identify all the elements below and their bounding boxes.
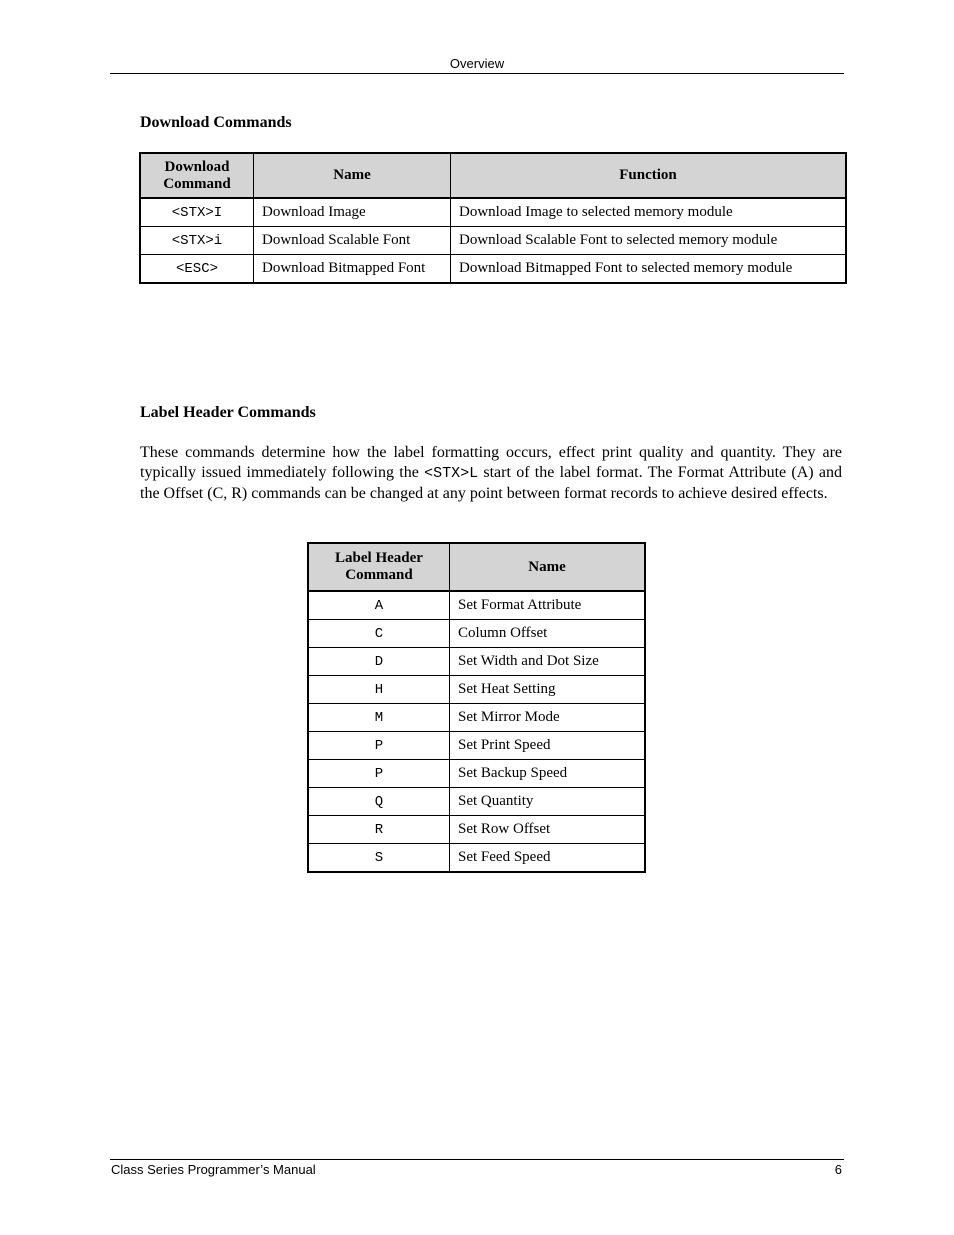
command-cell: P xyxy=(308,760,450,788)
function-cell: Download Scalable Font to selected memory module xyxy=(451,227,847,255)
column-header-command: Label Header Command xyxy=(308,543,450,591)
table-header-row xyxy=(308,543,645,591)
running-header: Overview xyxy=(449,56,505,71)
table-row xyxy=(308,704,645,732)
label-header-commands-heading: Label Header Commands xyxy=(140,404,316,421)
label-header-commands-table xyxy=(307,542,646,873)
name-cell: Download Bitmapped Font xyxy=(254,255,451,284)
table-row xyxy=(308,676,645,704)
table-header-row xyxy=(140,153,846,198)
function-cell: Download Image to selected memory module xyxy=(451,198,847,227)
table-row xyxy=(308,620,645,648)
command-cell: R xyxy=(308,816,450,844)
name-cell: Column Offset xyxy=(450,620,646,648)
command-cell: <STX>i xyxy=(140,227,254,255)
command-cell: M xyxy=(308,704,450,732)
name-cell: Set Quantity xyxy=(450,788,646,816)
column-header-name: Name xyxy=(254,153,451,198)
column-header-name: Name xyxy=(450,543,646,591)
function-cell: Download Bitmapped Font to selected memory module xyxy=(451,255,847,284)
download-commands-heading: Download Commands xyxy=(140,114,292,131)
table-row xyxy=(308,760,645,788)
table-row xyxy=(308,591,645,620)
command-cell: Q xyxy=(308,788,450,816)
command-cell: D xyxy=(308,648,450,676)
name-cell: Download Scalable Font xyxy=(254,227,451,255)
para-text-end: start of the label format. The Format Attribute (A) and the Offset (C, R) commands can be changed at any point between format records to achieve desired effects. xyxy=(140,464,842,502)
name-cell: Set Mirror Mode xyxy=(450,704,646,732)
table-row xyxy=(308,844,645,873)
table-row xyxy=(308,816,645,844)
label-header-description xyxy=(140,443,842,504)
name-cell: Set Heat Setting xyxy=(450,676,646,704)
command-cell: S xyxy=(308,844,450,873)
name-cell: Set Backup Speed xyxy=(450,760,646,788)
table-row xyxy=(140,255,846,284)
page-number: 6 xyxy=(834,1162,842,1177)
footer-rule xyxy=(110,1159,844,1160)
name-cell: Set Feed Speed xyxy=(450,844,646,873)
inline-code: <STX>L xyxy=(424,465,479,482)
header-rule xyxy=(110,73,844,74)
name-cell: Set Row Offset xyxy=(450,816,646,844)
footer-manual-title: Class Series Programmer’s Manual xyxy=(111,1162,316,1177)
command-cell: <ESC> xyxy=(140,255,254,284)
column-header-function: Function xyxy=(451,153,847,198)
name-cell: Download Image xyxy=(254,198,451,227)
table-row xyxy=(308,788,645,816)
table-row xyxy=(140,227,846,255)
name-cell: Set Print Speed xyxy=(450,732,646,760)
command-cell: P xyxy=(308,732,450,760)
name-cell: Set Width and Dot Size xyxy=(450,648,646,676)
command-cell: <STX>I xyxy=(140,198,254,227)
table-row xyxy=(308,732,645,760)
column-header-command: Download Command xyxy=(140,153,254,198)
download-commands-table xyxy=(139,152,847,284)
name-cell: Set Format Attribute xyxy=(450,591,646,620)
command-cell: A xyxy=(308,591,450,620)
command-cell: H xyxy=(308,676,450,704)
table-row xyxy=(140,198,846,227)
table-row xyxy=(308,648,645,676)
para-text-start: These commands determine how the label formatting occurs, effect print quality and quantity. They are typically issued immediately following the xyxy=(140,444,842,481)
command-cell: C xyxy=(308,620,450,648)
